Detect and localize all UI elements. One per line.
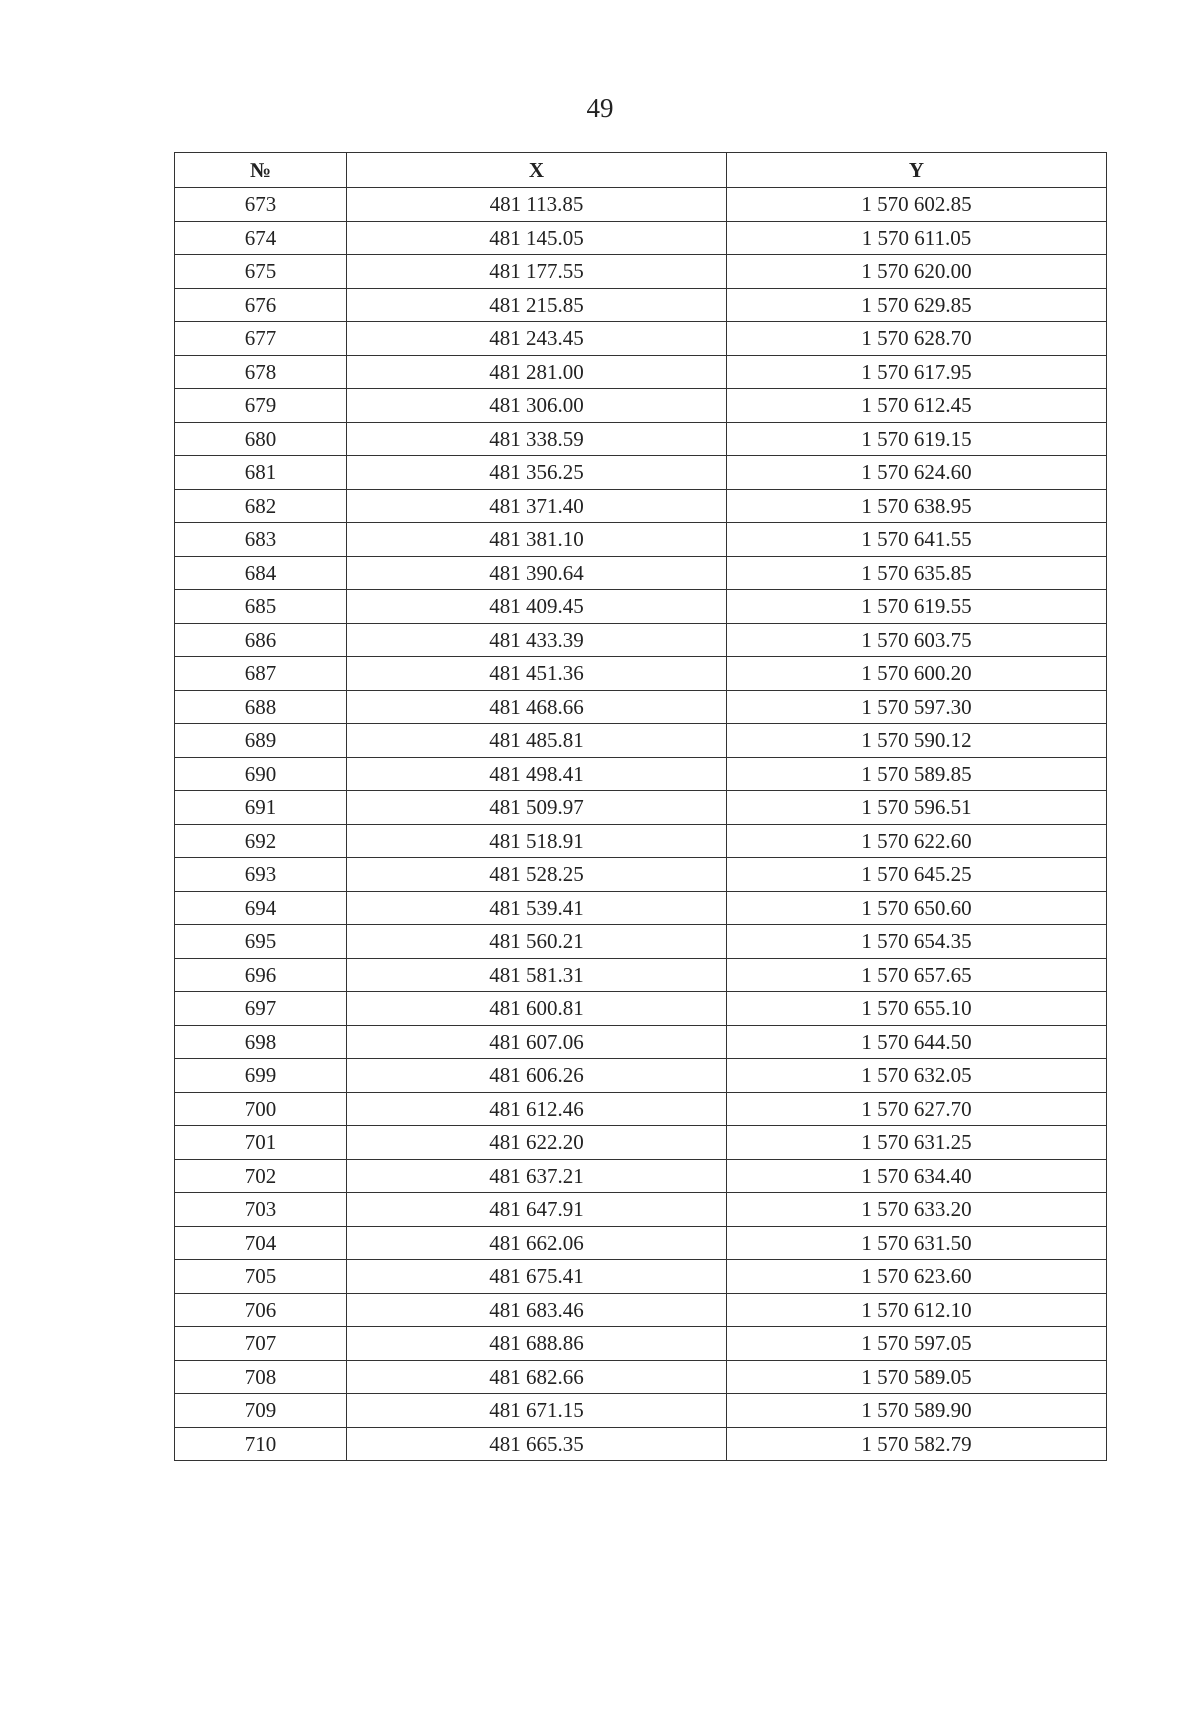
cell-number: 684 <box>175 556 347 590</box>
cell-y: 1 570 612.45 <box>727 389 1107 423</box>
table-row <box>175 724 1107 758</box>
cell-y: 1 570 589.85 <box>727 757 1107 791</box>
cell-number: 675 <box>175 255 347 289</box>
table-row <box>175 221 1107 255</box>
coordinates-table <box>174 152 1107 1461</box>
header-y: Y <box>727 153 1107 188</box>
cell-x: 481 560.21 <box>347 925 727 959</box>
cell-x: 481 622.20 <box>347 1126 727 1160</box>
table-row <box>175 791 1107 825</box>
table-row <box>175 824 1107 858</box>
cell-x: 481 145.05 <box>347 221 727 255</box>
cell-x: 481 665.35 <box>347 1427 727 1461</box>
cell-x: 481 498.41 <box>347 757 727 791</box>
table-row <box>175 1126 1107 1160</box>
cell-y: 1 570 632.05 <box>727 1059 1107 1093</box>
cell-number: 699 <box>175 1059 347 1093</box>
cell-x: 481 177.55 <box>347 255 727 289</box>
cell-y: 1 570 629.85 <box>727 288 1107 322</box>
cell-y: 1 570 631.25 <box>727 1126 1107 1160</box>
cell-x: 481 612.46 <box>347 1092 727 1126</box>
cell-number: 677 <box>175 322 347 356</box>
cell-y: 1 570 600.20 <box>727 657 1107 691</box>
table-row <box>175 1092 1107 1126</box>
cell-number: 703 <box>175 1193 347 1227</box>
table-row <box>175 389 1107 423</box>
cell-number: 682 <box>175 489 347 523</box>
table-row <box>175 590 1107 624</box>
table-row <box>175 1159 1107 1193</box>
table-row <box>175 1427 1107 1461</box>
table-row <box>175 456 1107 490</box>
cell-number: 692 <box>175 824 347 858</box>
cell-x: 481 390.64 <box>347 556 727 590</box>
cell-number: 680 <box>175 422 347 456</box>
table-row <box>175 891 1107 925</box>
cell-number: 687 <box>175 657 347 691</box>
cell-x: 481 671.15 <box>347 1394 727 1428</box>
cell-y: 1 570 657.65 <box>727 958 1107 992</box>
cell-x: 481 682.66 <box>347 1360 727 1394</box>
cell-y: 1 570 589.90 <box>727 1394 1107 1428</box>
cell-x: 481 647.91 <box>347 1193 727 1227</box>
cell-number: 696 <box>175 958 347 992</box>
cell-number: 674 <box>175 221 347 255</box>
cell-number: 706 <box>175 1293 347 1327</box>
cell-y: 1 570 654.35 <box>727 925 1107 959</box>
table-row <box>175 623 1107 657</box>
table-row <box>175 322 1107 356</box>
cell-y: 1 570 620.00 <box>727 255 1107 289</box>
cell-y: 1 570 590.12 <box>727 724 1107 758</box>
cell-number: 685 <box>175 590 347 624</box>
cell-x: 481 409.45 <box>347 590 727 624</box>
cell-x: 481 381.10 <box>347 523 727 557</box>
table-row <box>175 992 1107 1026</box>
cell-x: 481 215.85 <box>347 288 727 322</box>
cell-x: 481 600.81 <box>347 992 727 1026</box>
cell-x: 481 243.45 <box>347 322 727 356</box>
cell-y: 1 570 628.70 <box>727 322 1107 356</box>
cell-y: 1 570 650.60 <box>727 891 1107 925</box>
cell-number: 678 <box>175 355 347 389</box>
cell-number: 676 <box>175 288 347 322</box>
table-row <box>175 1293 1107 1327</box>
cell-x: 481 338.59 <box>347 422 727 456</box>
cell-y: 1 570 596.51 <box>727 791 1107 825</box>
cell-number: 693 <box>175 858 347 892</box>
table-row <box>175 925 1107 959</box>
cell-x: 481 683.46 <box>347 1293 727 1327</box>
table-row <box>175 1025 1107 1059</box>
table-row <box>175 422 1107 456</box>
table-row <box>175 523 1107 557</box>
cell-y: 1 570 619.55 <box>727 590 1107 624</box>
cell-x: 481 528.25 <box>347 858 727 892</box>
table-row <box>175 1394 1107 1428</box>
cell-y: 1 570 633.20 <box>727 1193 1107 1227</box>
cell-number: 701 <box>175 1126 347 1160</box>
header-x: X <box>347 153 727 188</box>
cell-number: 707 <box>175 1327 347 1361</box>
table-row <box>175 1360 1107 1394</box>
cell-x: 481 509.97 <box>347 791 727 825</box>
cell-number: 688 <box>175 690 347 724</box>
cell-y: 1 570 638.95 <box>727 489 1107 523</box>
cell-number: 695 <box>175 925 347 959</box>
cell-y: 1 570 611.05 <box>727 221 1107 255</box>
cell-y: 1 570 627.70 <box>727 1092 1107 1126</box>
cell-x: 481 606.26 <box>347 1059 727 1093</box>
cell-y: 1 570 634.40 <box>727 1159 1107 1193</box>
cell-x: 481 607.06 <box>347 1025 727 1059</box>
cell-y: 1 570 589.05 <box>727 1360 1107 1394</box>
cell-x: 481 518.91 <box>347 824 727 858</box>
cell-x: 481 356.25 <box>347 456 727 490</box>
cell-number: 709 <box>175 1394 347 1428</box>
table-row <box>175 657 1107 691</box>
table-row <box>175 858 1107 892</box>
cell-number: 691 <box>175 791 347 825</box>
cell-number: 673 <box>175 188 347 222</box>
cell-x: 481 451.36 <box>347 657 727 691</box>
cell-x: 481 662.06 <box>347 1226 727 1260</box>
cell-x: 481 468.66 <box>347 690 727 724</box>
cell-y: 1 570 623.60 <box>727 1260 1107 1294</box>
cell-number: 683 <box>175 523 347 557</box>
table-row <box>175 1193 1107 1227</box>
table-row <box>175 1260 1107 1294</box>
cell-number: 679 <box>175 389 347 423</box>
cell-y: 1 570 624.60 <box>727 456 1107 490</box>
cell-y: 1 570 582.79 <box>727 1427 1107 1461</box>
table-body <box>175 188 1107 1461</box>
cell-x: 481 306.00 <box>347 389 727 423</box>
table-row <box>175 1226 1107 1260</box>
cell-y: 1 570 617.95 <box>727 355 1107 389</box>
cell-number: 704 <box>175 1226 347 1260</box>
cell-y: 1 570 602.85 <box>727 188 1107 222</box>
cell-number: 710 <box>175 1427 347 1461</box>
table-row <box>175 1327 1107 1361</box>
table-row <box>175 288 1107 322</box>
cell-number: 700 <box>175 1092 347 1126</box>
cell-x: 481 485.81 <box>347 724 727 758</box>
cell-x: 481 688.86 <box>347 1327 727 1361</box>
cell-y: 1 570 612.10 <box>727 1293 1107 1327</box>
cell-y: 1 570 641.55 <box>727 523 1107 557</box>
cell-y: 1 570 635.85 <box>727 556 1107 590</box>
table-header-row <box>175 153 1107 188</box>
cell-number: 690 <box>175 757 347 791</box>
cell-y: 1 570 631.50 <box>727 1226 1107 1260</box>
cell-number: 702 <box>175 1159 347 1193</box>
cell-number: 694 <box>175 891 347 925</box>
cell-y: 1 570 644.50 <box>727 1025 1107 1059</box>
table-row <box>175 556 1107 590</box>
cell-x: 481 113.85 <box>347 188 727 222</box>
cell-y: 1 570 619.15 <box>727 422 1107 456</box>
table-row <box>175 355 1107 389</box>
header-number: № <box>175 153 347 188</box>
cell-number: 698 <box>175 1025 347 1059</box>
cell-y: 1 570 597.05 <box>727 1327 1107 1361</box>
cell-x: 481 433.39 <box>347 623 727 657</box>
cell-number: 705 <box>175 1260 347 1294</box>
cell-y: 1 570 603.75 <box>727 623 1107 657</box>
table-row <box>175 757 1107 791</box>
table-row <box>175 690 1107 724</box>
cell-x: 481 581.31 <box>347 958 727 992</box>
cell-y: 1 570 655.10 <box>727 992 1107 1026</box>
page-number: 49 <box>586 93 614 123</box>
cell-number: 686 <box>175 623 347 657</box>
cell-x: 481 371.40 <box>347 489 727 523</box>
cell-x: 481 637.21 <box>347 1159 727 1193</box>
table-row <box>175 958 1107 992</box>
cell-number: 697 <box>175 992 347 1026</box>
table-row <box>175 188 1107 222</box>
table-row <box>175 255 1107 289</box>
cell-y: 1 570 645.25 <box>727 858 1107 892</box>
cell-number: 708 <box>175 1360 347 1394</box>
table-row <box>175 1059 1107 1093</box>
cell-number: 681 <box>175 456 347 490</box>
cell-y: 1 570 622.60 <box>727 824 1107 858</box>
cell-y: 1 570 597.30 <box>727 690 1107 724</box>
cell-x: 481 281.00 <box>347 355 727 389</box>
table-row <box>175 489 1107 523</box>
cell-x: 481 539.41 <box>347 891 727 925</box>
cell-number: 689 <box>175 724 347 758</box>
cell-x: 481 675.41 <box>347 1260 727 1294</box>
